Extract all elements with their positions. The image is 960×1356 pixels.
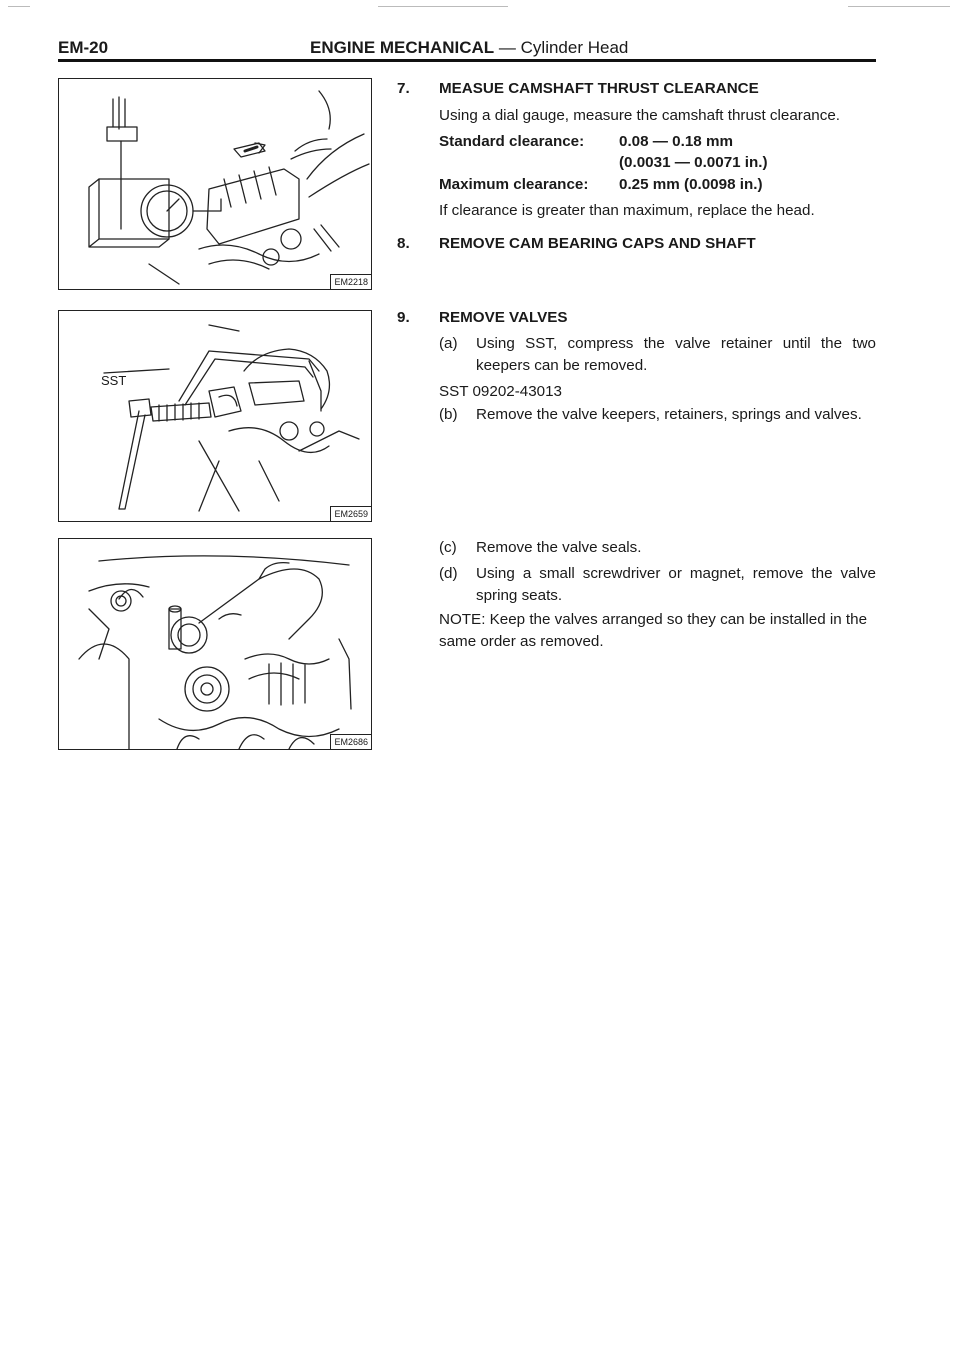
section-title: ENGINE MECHANICAL xyxy=(310,38,495,57)
substep-text: Using a small screwdriver or magnet, remove the valve spring seats. xyxy=(476,565,876,604)
substep-label: (c) xyxy=(439,539,457,556)
figure-valve-seal xyxy=(58,538,372,750)
substep-text: Remove the valve keepers, retainers, springs and valves. xyxy=(476,406,862,423)
step-9-note: NOTE: Keep the valves arranged so they can be installed in the same order as removed. xyxy=(439,611,868,650)
standard-clearance-label: Standard clearance: xyxy=(439,133,585,150)
step-number: 8. xyxy=(397,235,410,252)
sst-part-number: SST 09202-43013 xyxy=(439,383,563,400)
substep-b xyxy=(439,404,877,450)
substep-c xyxy=(439,537,877,561)
figure-code: EM2686 xyxy=(330,734,371,749)
substep-label: (d) xyxy=(439,565,458,582)
figure-dial-gauge xyxy=(58,78,372,290)
valve-spring-compressor-illustration-icon xyxy=(59,311,371,521)
step-number: 7. xyxy=(397,80,410,97)
maximum-clearance-value: 0.25 mm (0.0098 in.) xyxy=(619,176,763,193)
page-number: EM-20 xyxy=(58,38,109,57)
substep-text: Using SST, compress the valve retainer until the two keepers can be removed. xyxy=(476,335,876,374)
standard-clearance-value: 0.08 — 0.18 mm xyxy=(619,133,733,150)
substep-a xyxy=(439,333,877,379)
scan-line-middle xyxy=(378,6,508,7)
maximum-clearance-label: Maximum clearance: xyxy=(439,176,589,193)
title-separator: — xyxy=(498,38,516,57)
step-7-intro: Using a dial gauge, measure the camshaft thrust clearance. xyxy=(439,107,841,124)
page-title xyxy=(310,38,628,58)
step-title: REMOVE CAM BEARING CAPS AND SHAFT xyxy=(439,235,756,252)
substep-label: (a) xyxy=(439,335,458,352)
scan-line-left xyxy=(8,6,30,7)
step-title: MEASUE CAMSHAFT THRUST CLEARANCE xyxy=(439,80,759,97)
step-title: REMOVE VALVES xyxy=(439,309,568,326)
step-number: 9. xyxy=(397,309,410,326)
scan-line-right xyxy=(848,6,950,7)
valve-seal-removal-illustration-icon xyxy=(59,539,371,749)
substep-text: Remove the valve seals. xyxy=(476,539,642,556)
substep-label: (b) xyxy=(439,406,458,423)
figure-spring-compressor xyxy=(58,310,372,522)
substep-d xyxy=(439,563,877,609)
step-7-note: If clearance is greater than maximum, replace the head. xyxy=(439,202,815,219)
dial-gauge-camshaft-illustration-icon xyxy=(59,79,371,289)
standard-clearance-value-inches: (0.0031 — 0.0071 in.) xyxy=(619,154,768,171)
sst-callout-label: SST xyxy=(101,373,127,388)
subsection-title: Cylinder Head xyxy=(520,38,629,57)
header-rule xyxy=(58,59,876,62)
figure-code: EM2659 xyxy=(330,506,371,521)
instructions-column xyxy=(397,78,877,678)
page-header xyxy=(58,34,876,62)
figure-code: EM2218 xyxy=(330,274,371,289)
